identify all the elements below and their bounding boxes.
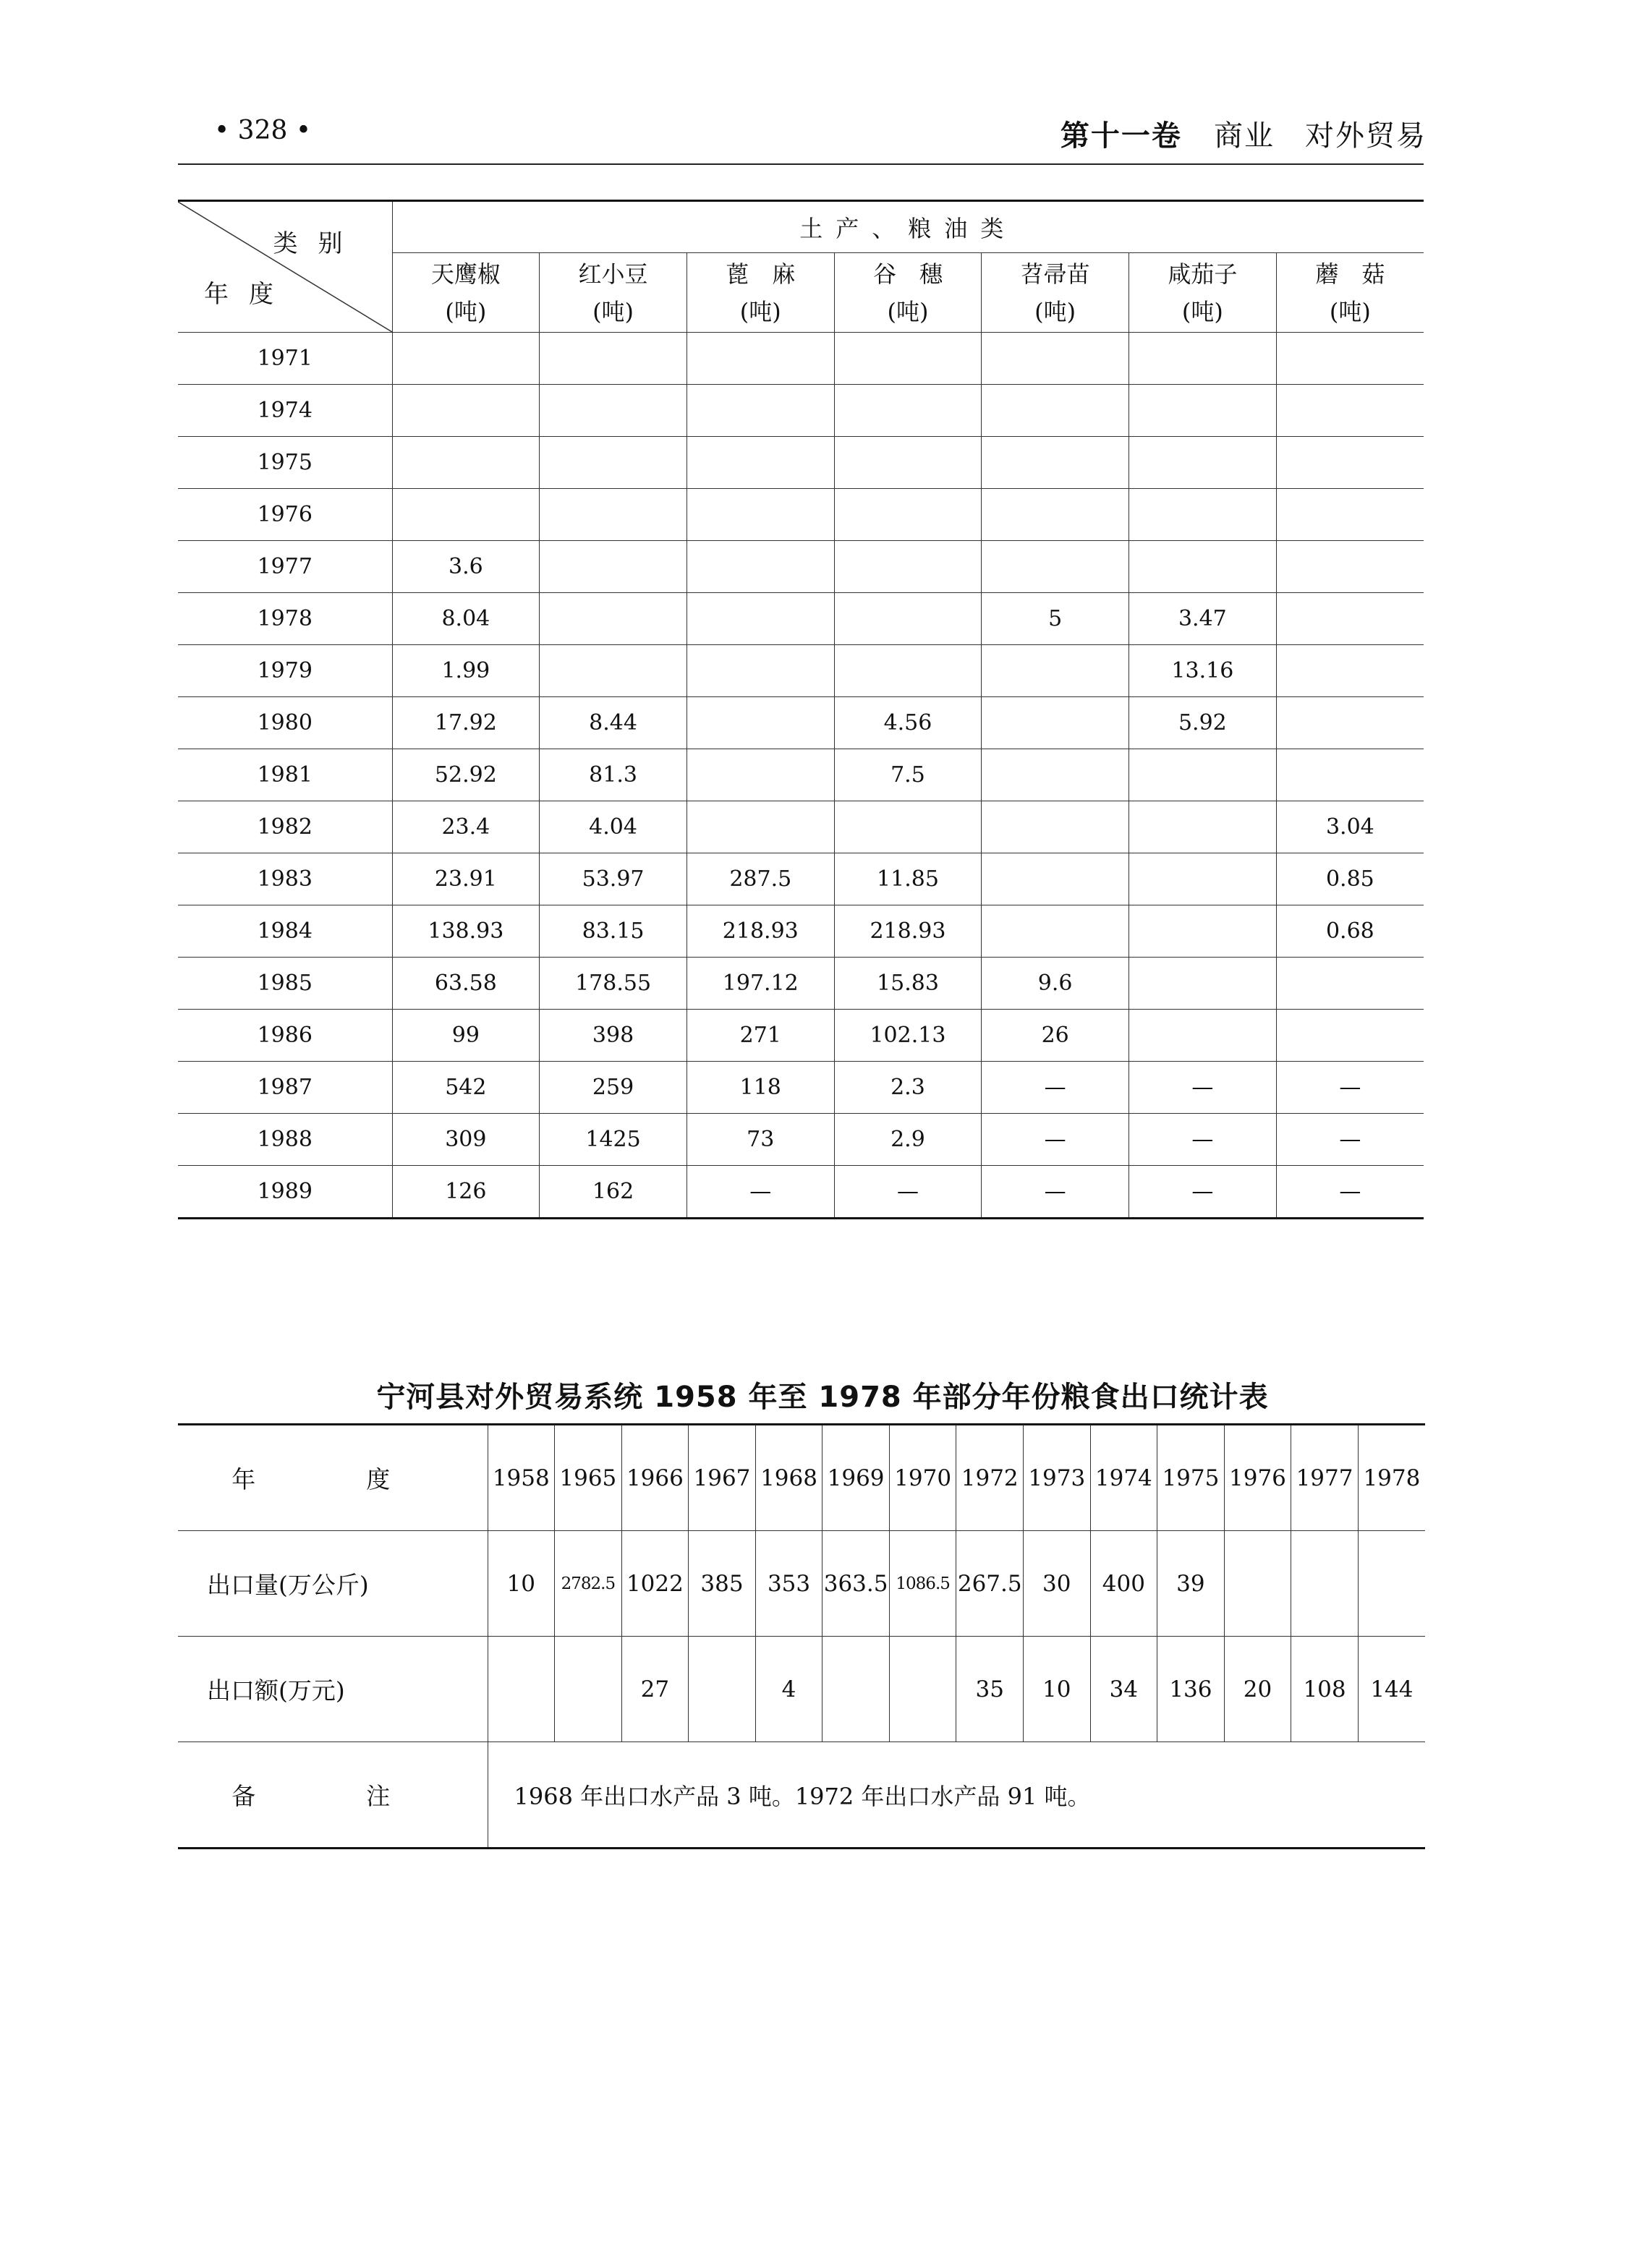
amount-cell: 35 xyxy=(956,1637,1024,1742)
volume-row-label: 出口量(万公斤) xyxy=(178,1531,488,1637)
year-cell: 1984 xyxy=(178,905,392,958)
value-cell xyxy=(540,333,687,385)
volume-cell: 385 xyxy=(689,1531,756,1637)
column-unit: (吨) xyxy=(592,297,634,325)
value-cell: 26 xyxy=(982,1010,1129,1062)
column-header xyxy=(1129,253,1277,333)
value-cell: — xyxy=(1276,1062,1424,1114)
column-name: 蘑 菇 xyxy=(1315,260,1385,288)
year-cell: 1978 xyxy=(1358,1425,1425,1531)
value-cell: 1425 xyxy=(540,1114,687,1166)
value-cell xyxy=(687,697,834,749)
volume-cell: 39 xyxy=(1157,1531,1225,1637)
column-unit: (吨) xyxy=(739,297,781,325)
amount-cell: 4 xyxy=(755,1637,822,1742)
value-cell xyxy=(1276,958,1424,1010)
column-header xyxy=(392,253,540,333)
value-cell xyxy=(982,853,1129,905)
value-cell xyxy=(834,541,982,593)
value-cell: 126 xyxy=(392,1166,540,1219)
value-cell xyxy=(540,593,687,645)
table-row xyxy=(178,1062,1424,1114)
year-cell: 1972 xyxy=(956,1425,1024,1531)
value-cell xyxy=(1129,385,1277,437)
amount-cell xyxy=(689,1637,756,1742)
value-cell: 1.99 xyxy=(392,645,540,697)
value-cell xyxy=(1276,645,1424,697)
table-row xyxy=(178,541,1424,593)
value-cell xyxy=(1129,853,1277,905)
value-cell: 259 xyxy=(540,1062,687,1114)
value-cell xyxy=(982,333,1129,385)
column-name: 谷 穗 xyxy=(872,260,943,288)
year-cell: 1977 xyxy=(178,541,392,593)
amount-cell xyxy=(822,1637,890,1742)
value-cell: 8.44 xyxy=(540,697,687,749)
value-cell: 3.04 xyxy=(1276,801,1424,853)
table-row xyxy=(178,1114,1424,1166)
value-cell: — xyxy=(982,1062,1129,1114)
value-cell: 11.85 xyxy=(834,853,982,905)
value-cell: — xyxy=(1276,1166,1424,1219)
column-header xyxy=(982,253,1129,333)
note-row-label: 备 注 xyxy=(231,1782,434,1810)
value-cell: 52.92 xyxy=(392,749,540,801)
page-number: • 328 • xyxy=(214,116,312,145)
value-cell: 7.5 xyxy=(834,749,982,801)
column-unit: (吨) xyxy=(1034,297,1076,325)
volume-cell: 30 xyxy=(1024,1531,1091,1637)
column-name: 天鹰椒 xyxy=(430,260,501,288)
value-cell: 5 xyxy=(982,593,1129,645)
value-cell: 218.93 xyxy=(834,905,982,958)
volume-cell: 1086.5 xyxy=(889,1531,956,1637)
column-name: 苕帚苗 xyxy=(1020,260,1090,288)
value-cell xyxy=(540,385,687,437)
year-cell: 1983 xyxy=(178,853,392,905)
value-cell: 17.92 xyxy=(392,697,540,749)
value-cell: 63.58 xyxy=(392,958,540,1010)
amount-cell: 144 xyxy=(1358,1637,1425,1742)
value-cell xyxy=(834,801,982,853)
value-cell xyxy=(982,541,1129,593)
export-products-table xyxy=(178,200,1424,1219)
value-cell xyxy=(392,437,540,489)
table-row xyxy=(178,1010,1424,1062)
value-cell: 4.56 xyxy=(834,697,982,749)
value-cell: 218.93 xyxy=(687,905,834,958)
value-cell: 9.6 xyxy=(982,958,1129,1010)
year-cell: 1958 xyxy=(488,1425,555,1531)
value-cell xyxy=(1276,593,1424,645)
value-cell: — xyxy=(687,1166,834,1219)
value-cell xyxy=(1129,749,1277,801)
amount-cell: 20 xyxy=(1224,1637,1291,1742)
column-unit: (吨) xyxy=(887,297,929,325)
table-row xyxy=(178,437,1424,489)
value-cell: 3.47 xyxy=(1129,593,1277,645)
column-name: 咸茄子 xyxy=(1168,260,1238,288)
year-cell: 1971 xyxy=(178,333,392,385)
value-cell xyxy=(982,437,1129,489)
value-cell: 118 xyxy=(687,1062,834,1114)
value-cell: — xyxy=(1129,1062,1277,1114)
year-cell: 1969 xyxy=(822,1425,890,1531)
value-cell xyxy=(687,749,834,801)
corner-diagonal xyxy=(178,202,392,332)
value-cell xyxy=(1129,437,1277,489)
value-cell xyxy=(982,489,1129,541)
volume-cell: 353 xyxy=(755,1531,822,1637)
amount-cell xyxy=(488,1637,555,1742)
value-cell: 287.5 xyxy=(687,853,834,905)
value-cell xyxy=(687,645,834,697)
volume-cell: 1022 xyxy=(621,1531,689,1637)
value-cell: — xyxy=(834,1166,982,1219)
value-cell: 178.55 xyxy=(540,958,687,1010)
value-cell: 4.04 xyxy=(540,801,687,853)
year-cell: 1975 xyxy=(178,437,392,489)
value-cell: 15.83 xyxy=(834,958,982,1010)
value-cell: — xyxy=(982,1166,1129,1219)
section-title: 商业 对外贸易 xyxy=(1214,119,1427,153)
table-row xyxy=(178,749,1424,801)
value-cell: 102.13 xyxy=(834,1010,982,1062)
note-text: 1968 年出口水产品 3 吨。1972 年出口水产品 91 吨。 xyxy=(488,1742,1425,1849)
table-row xyxy=(178,801,1424,853)
volume-cell xyxy=(1291,1531,1359,1637)
amount-row-label: 出口额(万元) xyxy=(178,1637,488,1742)
volume-title: 第十一卷 xyxy=(1060,119,1182,153)
amount-cell xyxy=(555,1637,622,1742)
grain-export-table xyxy=(178,1423,1425,1849)
value-cell xyxy=(540,541,687,593)
year-row-label: 年 度 xyxy=(178,1425,488,1531)
value-cell: 2.9 xyxy=(834,1114,982,1166)
value-cell xyxy=(540,437,687,489)
year-cell: 1980 xyxy=(178,697,392,749)
value-cell xyxy=(834,489,982,541)
group-header: 土产、粮油类 xyxy=(392,201,1424,253)
column-header xyxy=(1276,253,1424,333)
value-cell: — xyxy=(1129,1114,1277,1166)
amount-cell: 136 xyxy=(1157,1637,1225,1742)
value-cell xyxy=(1129,905,1277,958)
year-cell: 1973 xyxy=(1024,1425,1091,1531)
table-row xyxy=(178,853,1424,905)
column-header xyxy=(834,253,982,333)
value-cell xyxy=(982,385,1129,437)
column-name: 蓖 麻 xyxy=(726,260,796,288)
value-cell xyxy=(982,697,1129,749)
year-cell: 1979 xyxy=(178,645,392,697)
year-cell: 1989 xyxy=(178,1166,392,1219)
value-cell xyxy=(392,489,540,541)
volume-cell: 10 xyxy=(488,1531,555,1637)
value-cell xyxy=(540,489,687,541)
value-cell: — xyxy=(982,1114,1129,1166)
value-cell: 73 xyxy=(687,1114,834,1166)
value-cell: 5.92 xyxy=(1129,697,1277,749)
corner-category-label: 类别 xyxy=(273,229,363,258)
table-row xyxy=(178,645,1424,697)
amount-cell xyxy=(889,1637,956,1742)
value-cell xyxy=(834,385,982,437)
value-cell xyxy=(834,333,982,385)
value-cell xyxy=(834,593,982,645)
column-unit: (吨) xyxy=(1181,297,1223,325)
volume-cell xyxy=(1358,1531,1425,1637)
corner-year-label: 年度 xyxy=(204,280,294,309)
value-cell xyxy=(1129,541,1277,593)
amount-cell: 10 xyxy=(1024,1637,1091,1742)
value-cell: 53.97 xyxy=(540,853,687,905)
value-cell xyxy=(687,593,834,645)
volume-cell: 400 xyxy=(1090,1531,1157,1637)
column-unit: (吨) xyxy=(445,297,487,325)
year-cell: 1976 xyxy=(1224,1425,1291,1531)
value-cell: 99 xyxy=(392,1010,540,1062)
column-unit: (吨) xyxy=(1329,297,1371,325)
year-cell: 1978 xyxy=(178,593,392,645)
value-cell xyxy=(687,801,834,853)
table-row xyxy=(178,697,1424,749)
year-cell: 1970 xyxy=(889,1425,956,1531)
column-header xyxy=(687,253,834,333)
value-cell: 398 xyxy=(540,1010,687,1062)
table-row xyxy=(178,905,1424,958)
value-cell: 23.91 xyxy=(392,853,540,905)
amount-cell: 27 xyxy=(621,1637,689,1742)
value-cell xyxy=(687,489,834,541)
year-cell: 1965 xyxy=(555,1425,622,1531)
year-cell: 1968 xyxy=(755,1425,822,1531)
table-corner-cell xyxy=(178,201,392,333)
value-cell xyxy=(982,749,1129,801)
value-cell: 0.85 xyxy=(1276,853,1424,905)
value-cell: 542 xyxy=(392,1062,540,1114)
value-cell xyxy=(982,801,1129,853)
year-cell: 1982 xyxy=(178,801,392,853)
year-cell: 1977 xyxy=(1291,1425,1359,1531)
running-head xyxy=(1060,113,1427,154)
value-cell xyxy=(1276,489,1424,541)
value-cell xyxy=(687,541,834,593)
year-cell: 1967 xyxy=(689,1425,756,1531)
value-cell xyxy=(1276,437,1424,489)
grain-export-table-title: 宁河县对外贸易系统 1958 年至 1978 年部分年份粮食出口统计表 xyxy=(376,1381,1269,1414)
value-cell: 138.93 xyxy=(392,905,540,958)
year-cell: 1975 xyxy=(1157,1425,1225,1531)
value-cell: 23.4 xyxy=(392,801,540,853)
value-cell xyxy=(1129,958,1277,1010)
value-cell: 162 xyxy=(540,1166,687,1219)
table-row xyxy=(178,333,1424,385)
amount-cell: 108 xyxy=(1291,1637,1359,1742)
value-cell xyxy=(540,645,687,697)
value-cell: 309 xyxy=(392,1114,540,1166)
column-header xyxy=(540,253,687,333)
year-cell: 1986 xyxy=(178,1010,392,1062)
table-row xyxy=(178,489,1424,541)
year-cell: 1981 xyxy=(178,749,392,801)
value-cell xyxy=(687,437,834,489)
table-row xyxy=(178,385,1424,437)
value-cell xyxy=(1129,1010,1277,1062)
value-cell: 83.15 xyxy=(540,905,687,958)
volume-cell: 267.5 xyxy=(956,1531,1024,1637)
column-name: 红小豆 xyxy=(578,260,648,288)
value-cell xyxy=(1276,385,1424,437)
value-cell xyxy=(1276,333,1424,385)
year-cell: 1985 xyxy=(178,958,392,1010)
year-cell: 1974 xyxy=(178,385,392,437)
value-cell: 81.3 xyxy=(540,749,687,801)
header-rule xyxy=(178,163,1424,165)
volume-cell: 2782.5 xyxy=(555,1531,622,1637)
value-cell xyxy=(834,437,982,489)
year-cell: 1987 xyxy=(178,1062,392,1114)
value-cell: 0.68 xyxy=(1276,905,1424,958)
value-cell xyxy=(1129,489,1277,541)
value-cell xyxy=(1276,749,1424,801)
value-cell: — xyxy=(1276,1114,1424,1166)
table-row xyxy=(178,1166,1424,1219)
year-cell: 1976 xyxy=(178,489,392,541)
value-cell xyxy=(1129,801,1277,853)
value-cell xyxy=(1276,1010,1424,1062)
value-cell xyxy=(982,645,1129,697)
value-cell: 2.3 xyxy=(834,1062,982,1114)
value-cell xyxy=(834,645,982,697)
value-cell xyxy=(687,333,834,385)
value-cell xyxy=(687,385,834,437)
value-cell xyxy=(392,385,540,437)
value-cell: 3.6 xyxy=(392,541,540,593)
amount-cell: 34 xyxy=(1090,1637,1157,1742)
table-row xyxy=(178,593,1424,645)
year-cell: 1974 xyxy=(1090,1425,1157,1531)
value-cell: 197.12 xyxy=(687,958,834,1010)
value-cell: 271 xyxy=(687,1010,834,1062)
year-cell: 1966 xyxy=(621,1425,689,1531)
value-cell xyxy=(982,905,1129,958)
table-row xyxy=(178,958,1424,1010)
value-cell xyxy=(392,333,540,385)
volume-cell xyxy=(1224,1531,1291,1637)
value-cell xyxy=(1276,541,1424,593)
value-cell: 13.16 xyxy=(1129,645,1277,697)
value-cell: 8.04 xyxy=(392,593,540,645)
value-cell: — xyxy=(1129,1166,1277,1219)
year-cell: 1988 xyxy=(178,1114,392,1166)
value-cell xyxy=(1276,697,1424,749)
value-cell xyxy=(1129,333,1277,385)
volume-cell: 363.5 xyxy=(822,1531,890,1637)
